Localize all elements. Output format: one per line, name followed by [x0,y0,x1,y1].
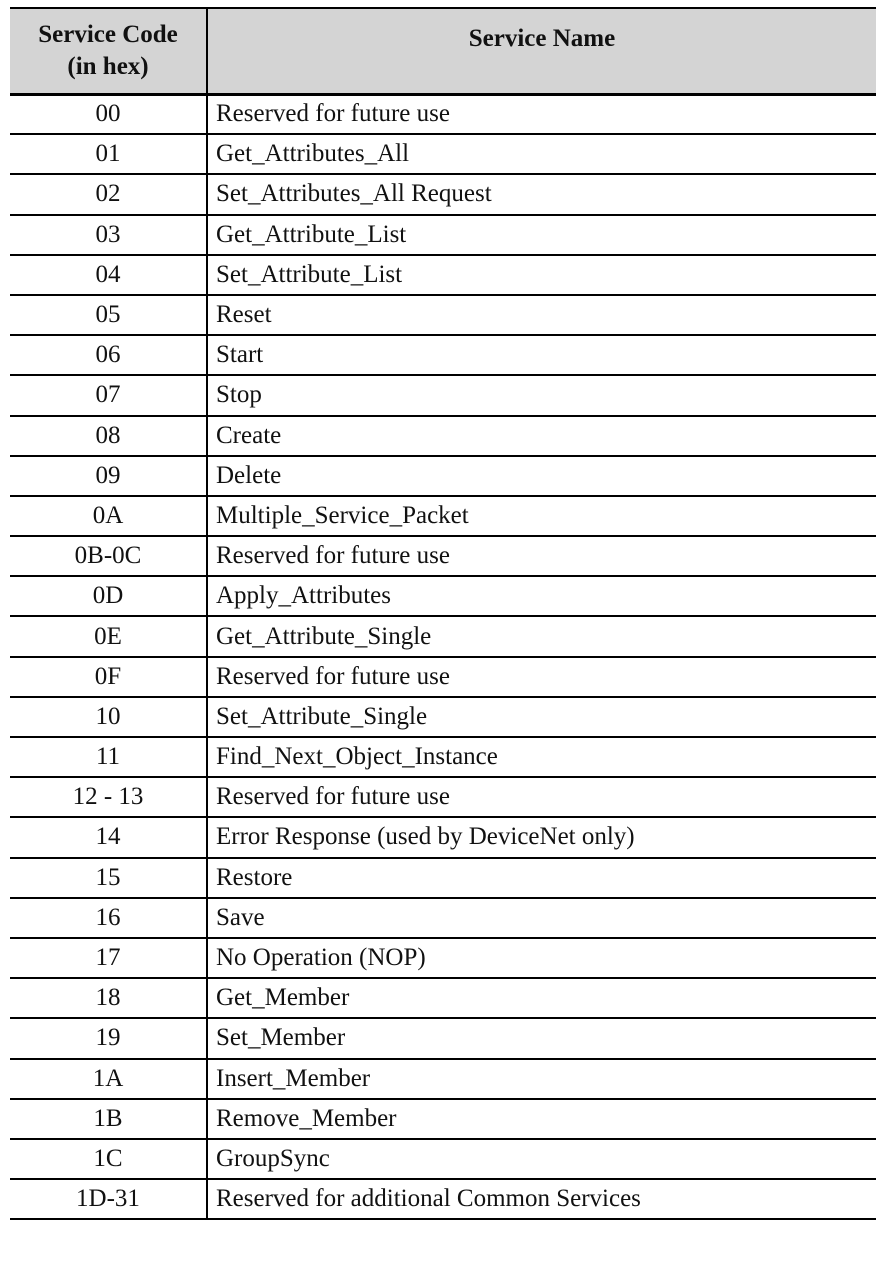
service-name-cell: Restore [207,858,876,898]
table-row [10,174,876,214]
table-header [10,8,876,94]
table-row [10,496,876,536]
table-row [10,375,876,415]
service-name-cell: Reserved for future use [207,777,876,817]
service-name-cell: Get_Member [207,978,876,1018]
service-code-cell: 1D-31 [10,1179,207,1219]
service-code-column-header [10,8,207,94]
service-code-cell: 0E [10,616,207,656]
table-row [10,335,876,375]
service-name-cell: Delete [207,456,876,496]
table-row [10,817,876,857]
table-row [10,737,876,777]
service-code-cell: 0A [10,496,207,536]
service-code-cell: 19 [10,1018,207,1058]
service-name-cell: Get_Attributes_All [207,134,876,174]
service-code-header-line2: (in hex) [67,52,149,80]
table-row [10,1059,876,1099]
service-code-cell: 05 [10,295,207,335]
service-code-cell: 12 - 13 [10,777,207,817]
service-code-cell: 02 [10,174,207,214]
service-code-cell: 1B [10,1099,207,1139]
service-name-cell: Stop [207,375,876,415]
table-row [10,456,876,496]
service-name-cell: Reserved for additional Common Services [207,1179,876,1219]
service-name-cell: Find_Next_Object_Instance [207,737,876,777]
service-name-cell: No Operation (NOP) [207,938,876,978]
service-code-cell: 07 [10,375,207,415]
table-row [10,938,876,978]
service-name-cell: Multiple_Service_Packet [207,496,876,536]
service-name-cell: Set_Attribute_List [207,255,876,295]
table-row [10,134,876,174]
service-name-cell: Start [207,335,876,375]
service-code-cell: 11 [10,737,207,777]
service-name-cell: Get_Attribute_List [207,215,876,255]
service-name-cell: Remove_Member [207,1099,876,1139]
service-code-cell: 0B-0C [10,536,207,576]
service-name-cell: Get_Attribute_Single [207,616,876,656]
table-row [10,255,876,295]
service-code-cell: 0F [10,657,207,697]
table-row [10,898,876,938]
table-row [10,295,876,335]
service-code-cell: 01 [10,134,207,174]
table-row [10,94,876,134]
table-row [10,416,876,456]
service-code-table [10,7,876,1220]
service-name-cell: Save [207,898,876,938]
table-row [10,777,876,817]
service-code-cell: 1C [10,1139,207,1179]
service-name-cell: Insert_Member [207,1059,876,1099]
table-row [10,1179,876,1219]
service-name-column-header: Service Name [207,8,876,94]
table-row [10,697,876,737]
service-code-cell: 14 [10,817,207,857]
table-row [10,616,876,656]
table-body [10,94,876,1219]
service-code-cell: 0D [10,576,207,616]
service-code-cell: 03 [10,215,207,255]
table-row [10,1099,876,1139]
service-name-cell: Apply_Attributes [207,576,876,616]
service-code-cell: 00 [10,94,207,134]
service-name-cell: GroupSync [207,1139,876,1179]
service-name-cell: Reset [207,295,876,335]
service-name-cell: Reserved for future use [207,657,876,697]
service-code-cell: 17 [10,938,207,978]
service-code-cell: 08 [10,416,207,456]
table-row [10,536,876,576]
table-row [10,1018,876,1058]
service-name-cell: Create [207,416,876,456]
service-code-cell: 1A [10,1059,207,1099]
service-name-cell: Error Response (used by DeviceNet only) [207,817,876,857]
table-row [10,978,876,1018]
service-code-cell: 16 [10,898,207,938]
service-code-cell: 09 [10,456,207,496]
service-name-cell: Set_Member [207,1018,876,1058]
table-row [10,576,876,616]
table-row [10,858,876,898]
table-row [10,215,876,255]
service-code-cell: 04 [10,255,207,295]
service-code-header-line1: Service Code [38,20,178,48]
service-name-cell: Set_Attribute_Single [207,697,876,737]
service-code-cell: 15 [10,858,207,898]
service-code-cell: 18 [10,978,207,1018]
service-name-cell: Reserved for future use [207,94,876,134]
header-row [10,8,876,94]
service-name-cell: Set_Attributes_All Request [207,174,876,214]
table-row [10,1139,876,1179]
table-row [10,657,876,697]
service-code-cell: 06 [10,335,207,375]
service-code-cell: 10 [10,697,207,737]
service-name-cell: Reserved for future use [207,536,876,576]
